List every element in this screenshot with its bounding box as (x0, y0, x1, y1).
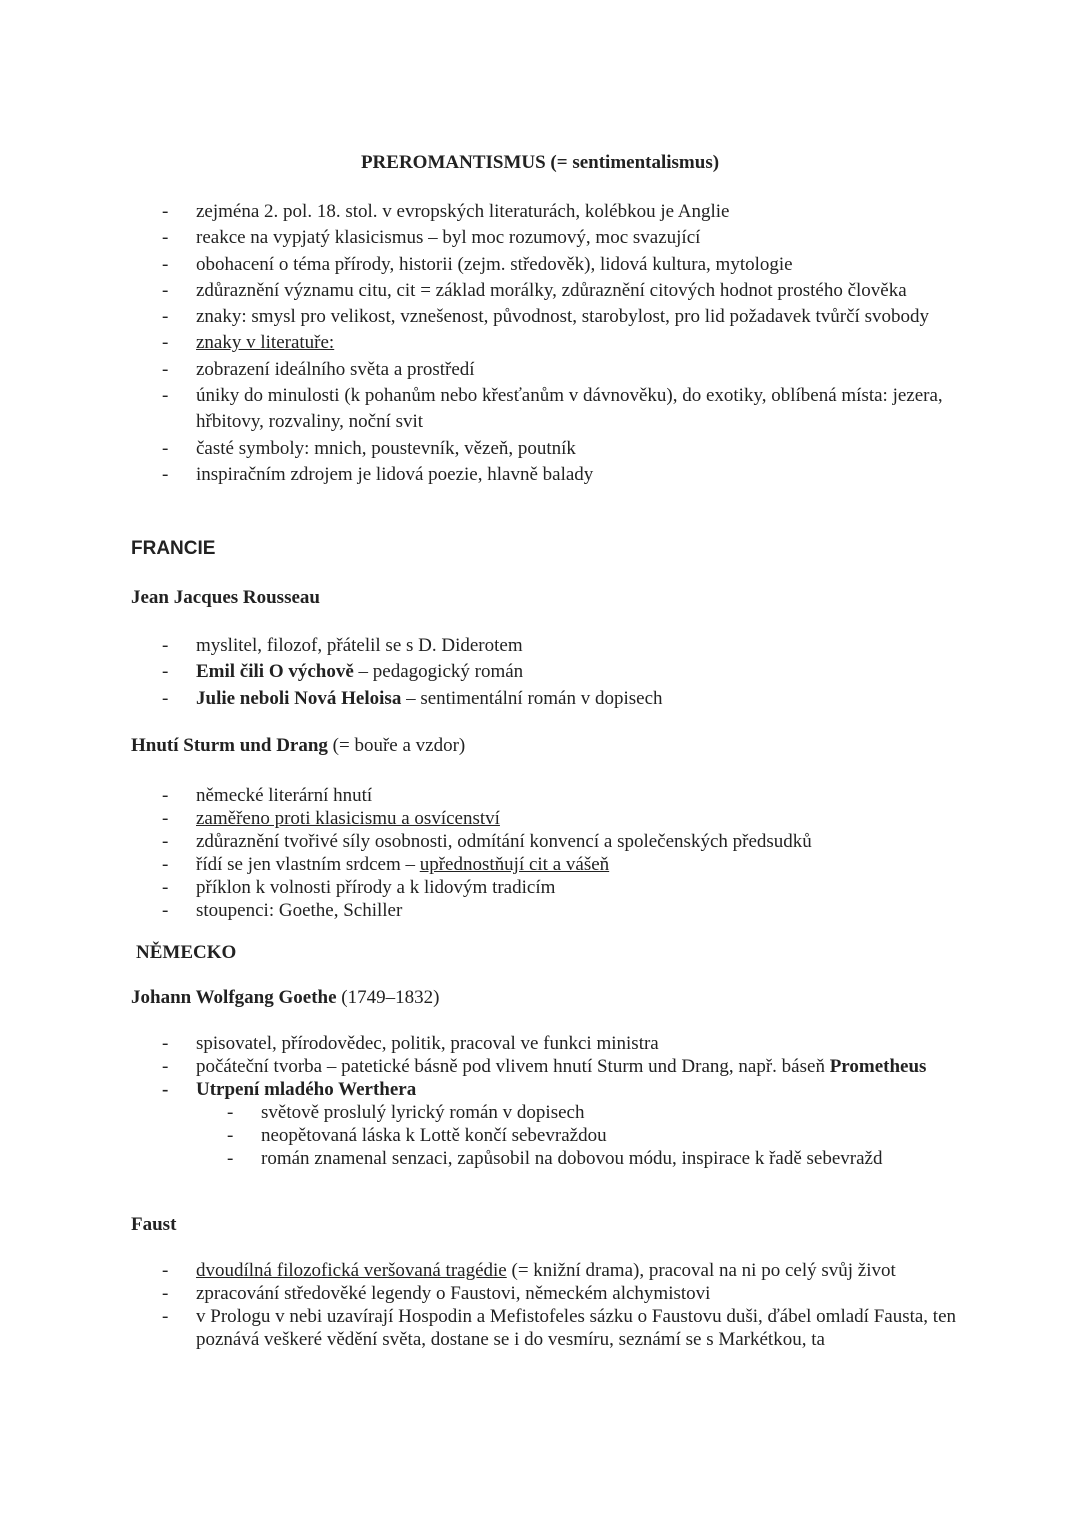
intro-list (0, 199, 976, 488)
work-title: Utrpení mladého Werthera (196, 1079, 417, 1100)
bullet-dash: - (162, 332, 169, 354)
section-heading-germany: NĚMECKO (136, 942, 237, 963)
work-heading-faust: Faust (131, 1214, 177, 1235)
bullet-dash: - (227, 1125, 234, 1146)
bullet-dash: - (227, 1148, 234, 1169)
bullet-dash: - (162, 1283, 169, 1304)
bullet-dash: - (162, 463, 169, 485)
bullet-dash: - (162, 385, 169, 407)
bullet-dash: - (162, 877, 169, 898)
bullet-dash: - (162, 253, 169, 275)
rousseau-list (0, 633, 976, 712)
work-title: Julie neboli Nová Heloisa (196, 687, 402, 709)
list-item: - zdůraznění tvořivé síly osobnosti, odmítání konvencí a společenských předsudků (162, 831, 812, 852)
work-title: Emil čili O výchově (196, 661, 354, 683)
list-item: - Julie neboli Nová Heloisa – sentimentální román v dopisech (0, 686, 976, 712)
goethe-list (0, 1032, 981, 1170)
list-item: - v Prologu v nebi uzavírají Hospodin a Mefistofeles sázku o Faustovu duši, ďábel omladí Fausta, ten poznává veškeré vědění světa, dostane se i do vesmíru, seznámí se s Markétkou, ta (162, 1306, 957, 1350)
author-heading-goethe: Johann Wolfgang Goethe (1749–1832) (131, 987, 440, 1008)
list-item: - Emil čili O výchově – pedagogický román (0, 659, 976, 685)
sub-list-item: - neopětovaná láska k Lottě končí sebevraždou (227, 1125, 607, 1146)
work-title: Prometheus (829, 1056, 927, 1077)
faust-list (0, 1259, 976, 1351)
list-item: - příklon k volnosti přírody a k lidovým tradicím (162, 877, 556, 898)
list-item: - časté symboly: mnich, poustevník, vězeň, poutník (0, 436, 976, 462)
page-title: PREROMANTISMUS (= sentimentalismus) (360, 152, 720, 173)
bullet-dash: - (162, 900, 169, 921)
list-item: - úniky do minulosti (k pohanům nebo křesťanům v dávnověku), do exotiky, oblíbená místa: jezera, hřbitovy, rozvaliny, noční svit (162, 385, 943, 433)
bullet-dash: - (162, 808, 169, 829)
list-item: - zaměřeno proti klasicismu a osvícenství (162, 808, 500, 829)
list-item: - zejména 2. pol. 18. stol. v evropských literaturách, kolébkou je Anglie (0, 199, 976, 225)
list-item: - počáteční tvorba – patetické básně pod vlivem hnutí Sturm und Drang, např. báseň Prometheus (162, 1056, 927, 1077)
list-item: - stoupenci: Goethe, Schiller (162, 900, 403, 921)
bullet-dash: - (162, 661, 169, 683)
bullet-dash: - (162, 785, 169, 806)
bullet-dash: - (162, 1306, 169, 1327)
list-item: - zobrazení ideálního světa a prostředí (0, 357, 976, 383)
bullet-dash: - (162, 1033, 169, 1054)
list-item: - znaky: smysl pro velikost, vznešenost, původnost, starobylost, pro lid požadavek tvůrčí svobody (0, 304, 976, 330)
list-item (0, 1078, 976, 1101)
section-heading-sturm-und-drang: Hnutí Sturm und Drang (= bouře a vzdor) (131, 735, 466, 756)
list-item: - spisovatel, přírodovědec, politik, pracoval ve funkci ministra (162, 1033, 659, 1054)
section-heading-france: FRANCIE (131, 538, 216, 559)
sub-list-item: - román znamenal senzaci, zapůsobil na dobovou módu, inspirace k řadě sebevražd (227, 1148, 883, 1169)
bullet-dash: - (162, 1079, 169, 1100)
list-item: - myslitel, filozof, přátelil se s D. Diderotem (0, 633, 976, 659)
bullet-dash: - (162, 1260, 169, 1281)
sub-list-item: - světově proslulý lyrický román v dopisech (227, 1102, 585, 1123)
bullet-dash: - (162, 831, 169, 852)
bullet-dash: - (162, 635, 169, 656)
author-heading-rousseau: Jean Jacques Rousseau (131, 587, 320, 608)
list-item: - znaky v literatuře: (0, 330, 976, 356)
list-item: - dvoudílná filozofická veršovaná tragédie (= knižní drama), pracoval na ni po celý svůj život (162, 1260, 896, 1281)
bullet-dash: - (162, 1056, 169, 1077)
bullet-dash: - (227, 1102, 234, 1123)
list-item: - inspiračním zdrojem je lidová poezie, hlavně balady (0, 462, 976, 488)
list-item: - zpracování středověké legendy o Faustovi, německém alchymistovi (162, 1283, 711, 1304)
bullet-dash: - (162, 201, 169, 222)
bullet-dash: - (162, 437, 169, 459)
list-item: - řídí se jen vlastním srdcem – upřednostňují cit a vášeň (162, 854, 610, 875)
bullet-dash: - (162, 854, 169, 875)
sturm-list (0, 784, 976, 922)
bullet-dash: - (162, 306, 169, 328)
list-item: - reakce na vypjatý klasicismus – byl moc rozumový, moc svazující (0, 225, 976, 251)
list-item: - zdůraznění významu citu, cit = základ morálky, zdůraznění citových hodnot prostého člověka (0, 278, 976, 304)
bullet-dash: - (162, 687, 169, 709)
bullet-dash: - (162, 358, 169, 380)
list-item: - obohacení o téma přírody, historii (zejm. středověk), lidová kultura, mytologie (0, 252, 976, 278)
list-item: - německé literární hnutí (162, 785, 373, 806)
bullet-dash: - (162, 279, 169, 301)
bullet-dash: - (162, 227, 169, 249)
